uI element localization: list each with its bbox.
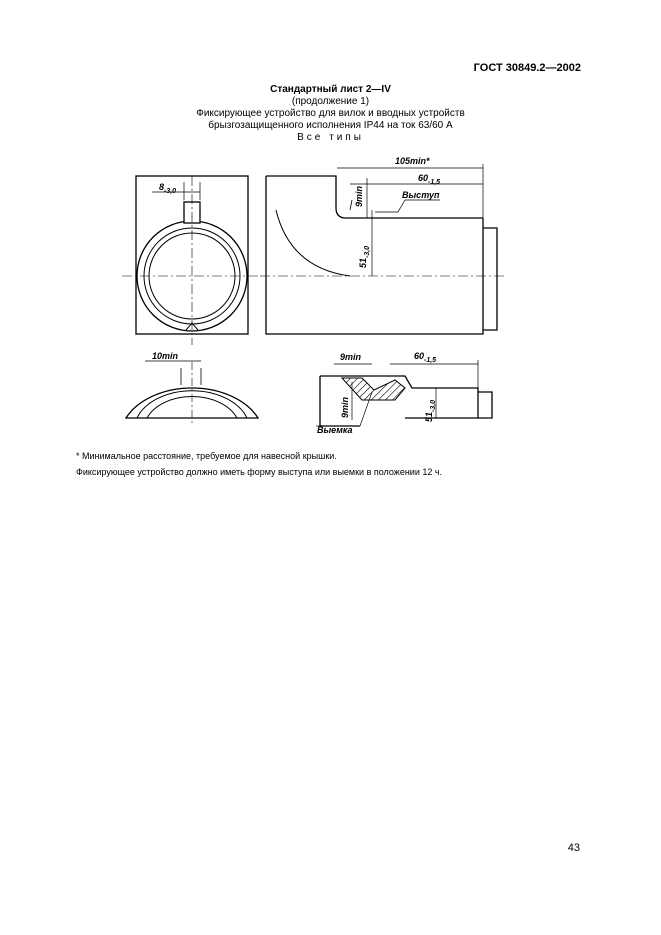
- body-top-outline: [266, 176, 483, 218]
- dim-label-51-b: $51_{-3,0}$: [424, 399, 437, 422]
- shaft-stub: [483, 228, 497, 330]
- device-description: Фиксирующее устройство для вилок и вводных устройств: [196, 108, 465, 119]
- label-recess: Выемка: [317, 425, 353, 435]
- front-view: [122, 176, 262, 345]
- dim-label-9min-c: 9min: [340, 396, 350, 418]
- all-types-label: Все типы: [297, 132, 364, 143]
- side-view: [260, 164, 505, 334]
- dim-label-10min: 10min: [152, 351, 179, 361]
- notes: [76, 448, 442, 480]
- step-mark: [350, 200, 352, 210]
- partial-front-view: [126, 361, 258, 425]
- hatched-section: [342, 378, 405, 400]
- document-code: ГОСТ 30849.2—2002: [473, 62, 581, 74]
- dim-label-51: $51_{-3,0}$: [358, 245, 371, 268]
- sheet-title: Стандартный лист 2—IV: [270, 84, 391, 95]
- label-protrusion: Выступ: [402, 190, 440, 200]
- page-number: 43: [567, 842, 580, 854]
- dim-label-60: $60_{-1,5}$: [418, 173, 441, 186]
- dim-label-8: $8_{-3,0}$: [159, 182, 177, 195]
- footnote: * Минимальное расстояние, требуемое для навесной крышки.: [76, 451, 337, 461]
- leader-protrusion: [375, 200, 440, 212]
- dim-label-105: 105min*: [395, 156, 430, 166]
- dim-label-9min: 9min: [354, 185, 364, 207]
- sheet-subtitle: (продолжение 1): [291, 96, 370, 107]
- device-protection: брызгозащищенного исполнения IP44 на ток 63/60 А: [208, 120, 453, 131]
- requirement-note: Фиксирующее устройство должно иметь форму выступа или выемки в положении 12 ч.: [76, 467, 443, 477]
- section-shaft-stub: [478, 392, 492, 418]
- body-outline: [266, 176, 483, 334]
- dim-label-60-b: $60_{-1,5}$: [414, 351, 437, 364]
- dim-label-9min-b: 9min: [340, 352, 362, 362]
- curve-transition: [276, 210, 350, 276]
